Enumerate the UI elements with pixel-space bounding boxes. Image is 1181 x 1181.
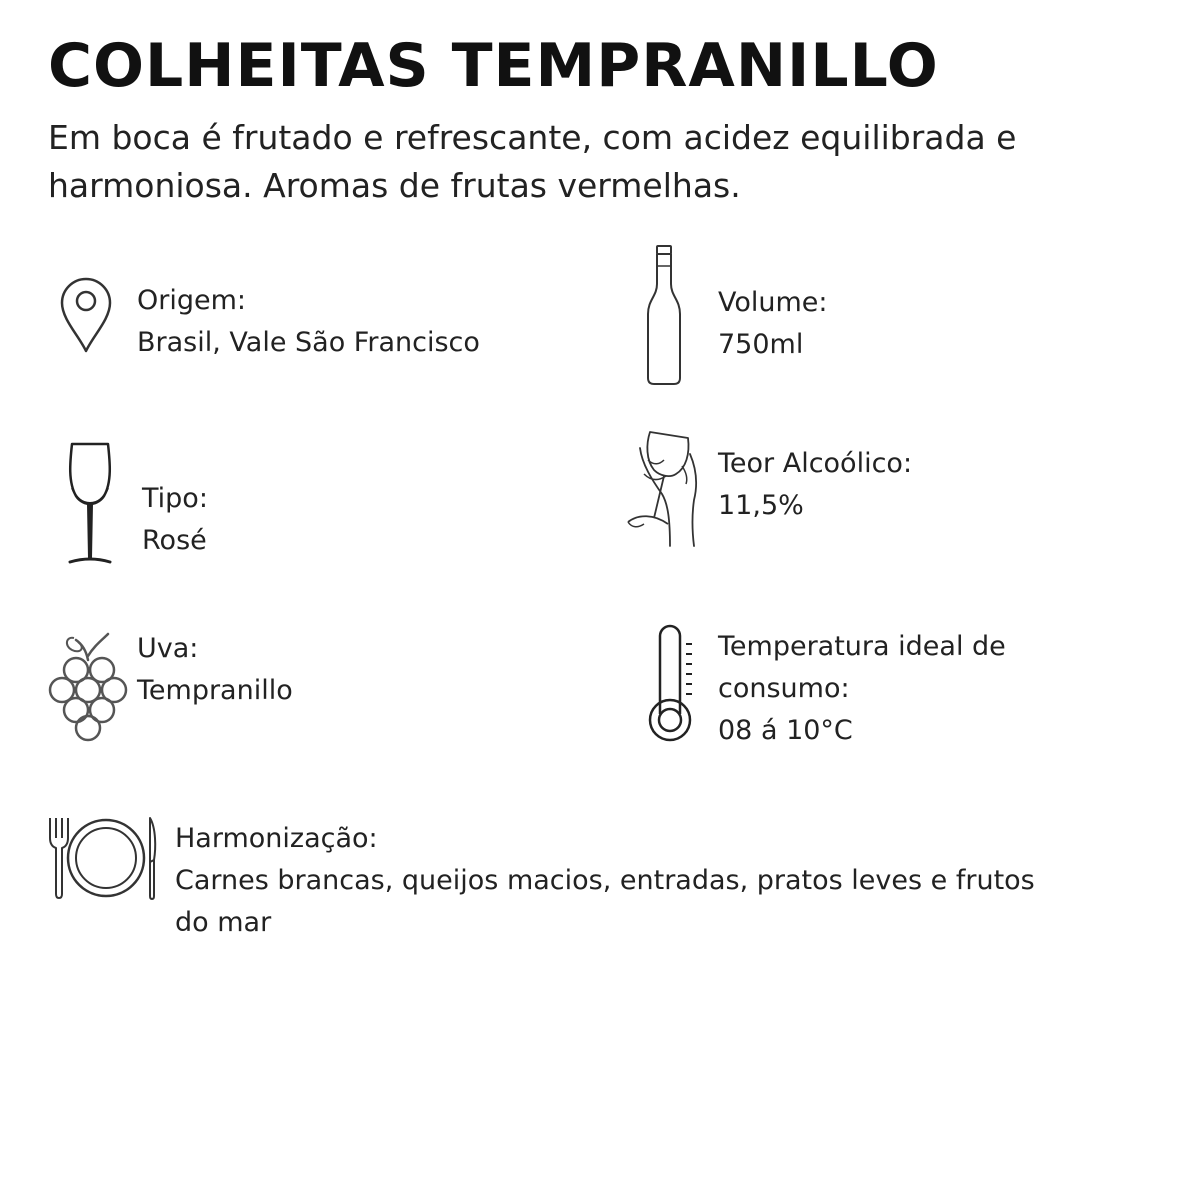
wine-glass-icon	[66, 440, 114, 566]
alcohol-info	[718, 443, 912, 527]
origin-value: Brasil, Vale São Francisco	[137, 327, 480, 358]
volume-info	[718, 282, 828, 366]
pairing-info	[175, 818, 1075, 944]
origin-info	[137, 280, 480, 364]
alcohol-label: Teor Alcoólico:	[718, 448, 913, 479]
volume-label: Volume:	[718, 287, 828, 318]
temperature-info	[718, 626, 1006, 752]
origin-label: Origem:	[137, 285, 247, 316]
product-title: COLHEITAS TEMPRANILLO	[48, 31, 939, 101]
grape-info	[137, 628, 293, 712]
temperature-label-line2: consumo:	[718, 673, 850, 704]
thermometer-icon	[648, 624, 698, 744]
temperature-value: 08 á 10°C	[718, 715, 853, 746]
grapes-icon	[48, 630, 132, 742]
type-label: Tipo:	[142, 483, 208, 514]
temperature-label: Temperatura ideal de	[718, 631, 1006, 662]
plate-cutlery-icon	[46, 814, 160, 900]
type-info	[142, 478, 208, 562]
location-pin-icon	[58, 276, 114, 354]
product-description: Em boca é frutado e refrescante, com acidez equilibrada e harmoniosa. Aromas de frutas vermelhas.	[48, 118, 1017, 205]
type-value: Rosé	[142, 525, 207, 556]
wine-bottle-icon	[643, 244, 685, 388]
pairing-value: Carnes brancas, queijos macios, entradas, pratos leves e frutos do mar	[175, 865, 1035, 938]
grape-value: Tempranillo	[137, 675, 293, 706]
volume-value: 750ml	[718, 329, 804, 360]
alcohol-value: 11,5%	[718, 490, 804, 521]
hand-holding-glass-icon	[624, 424, 704, 548]
pairing-label: Harmonização:	[175, 823, 378, 854]
grape-label: Uva:	[137, 633, 199, 664]
